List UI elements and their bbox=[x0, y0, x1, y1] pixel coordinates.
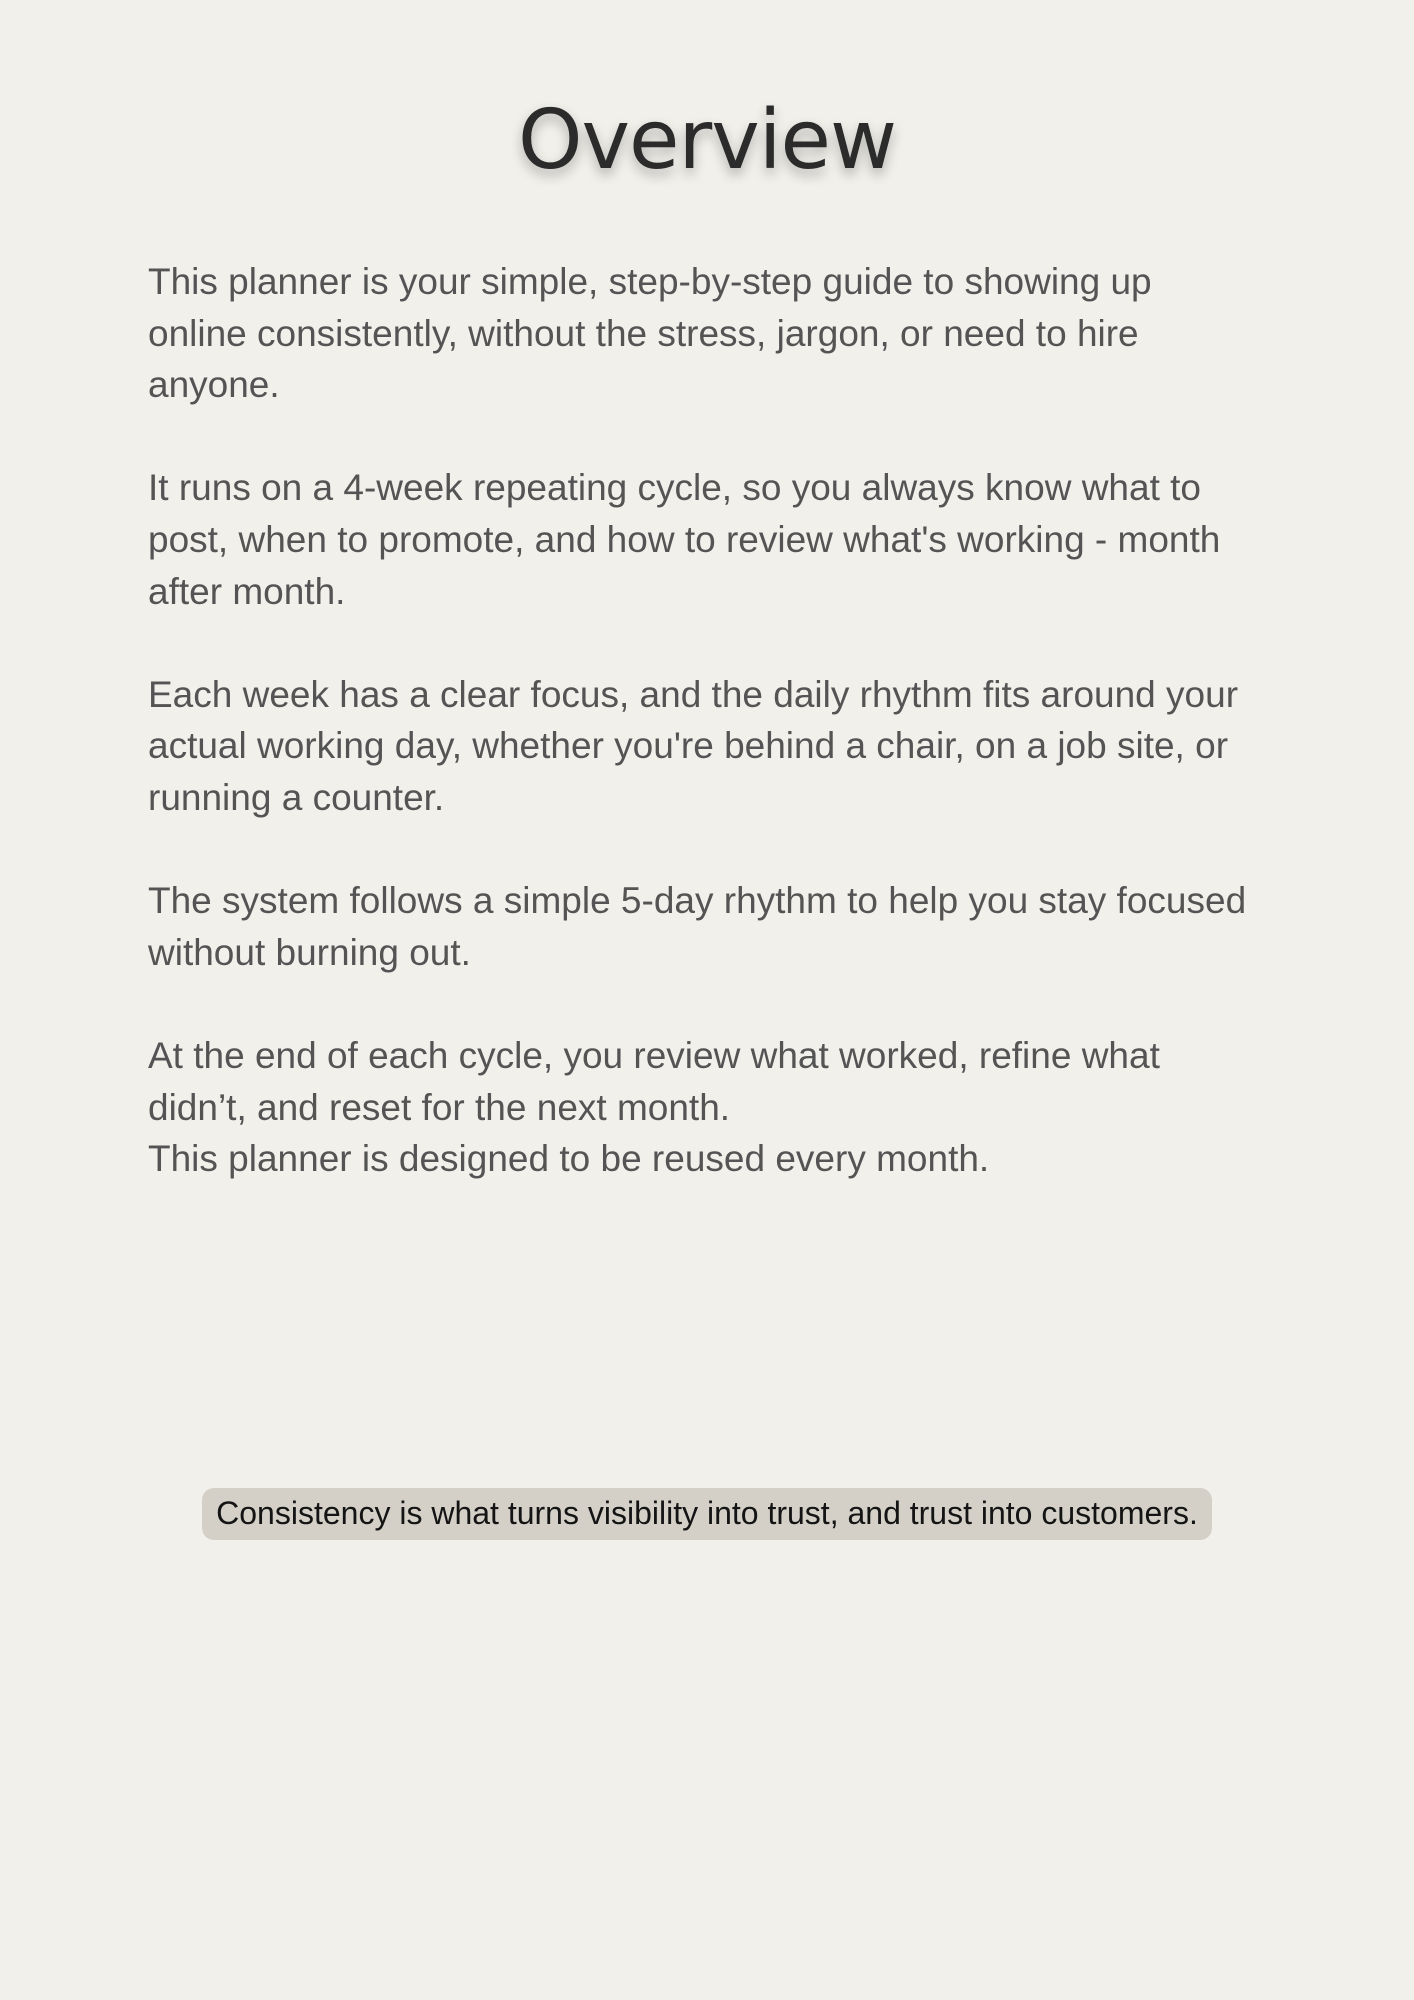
highlighted-quote: Consistency is what turns visibility into trust, and trust into customers. bbox=[202, 1488, 1212, 1540]
text-line: actual working day, whether you're behind a chair, on a job site, or bbox=[148, 725, 1229, 767]
text-line: running a counter. bbox=[148, 776, 445, 818]
text-line: It runs on a 4-week repeating cycle, so you always know what to bbox=[148, 467, 1201, 509]
paragraph-weekly-focus bbox=[148, 669, 1288, 824]
paragraph-cycle-review bbox=[148, 1030, 1288, 1185]
paragraph-five-day-rhythm bbox=[148, 875, 1288, 978]
text-line: online consistently, without the stress, jargon, or need to hire bbox=[148, 312, 1139, 354]
text-line: after month. bbox=[148, 570, 346, 612]
text-line: The system follows a simple 5-day rhythm to help you stay focused bbox=[148, 880, 1247, 922]
paragraph-four-week-cycle bbox=[148, 462, 1288, 617]
text-line: This planner is your simple, step-by-step guide to showing up bbox=[148, 261, 1152, 302]
text-line: didn’t, and reset for the next month. bbox=[148, 1086, 731, 1128]
text-line: without burning out. bbox=[148, 931, 471, 973]
paragraph-planner-intro bbox=[148, 256, 1288, 411]
quote-container bbox=[0, 1488, 1414, 1540]
text-line: anyone. bbox=[148, 364, 280, 406]
overview-body bbox=[148, 256, 1288, 1185]
text-line: At the end of each cycle, you review what worked, refine what bbox=[148, 1034, 1160, 1076]
text-line: post, when to promote, and how to review what's working - month bbox=[148, 518, 1221, 560]
page-title: Overview bbox=[517, 93, 897, 188]
text-line: This planner is designed to be reused every month. bbox=[148, 1138, 990, 1180]
text-line: Each week has a clear focus, and the daily rhythm fits around your bbox=[148, 673, 1239, 715]
